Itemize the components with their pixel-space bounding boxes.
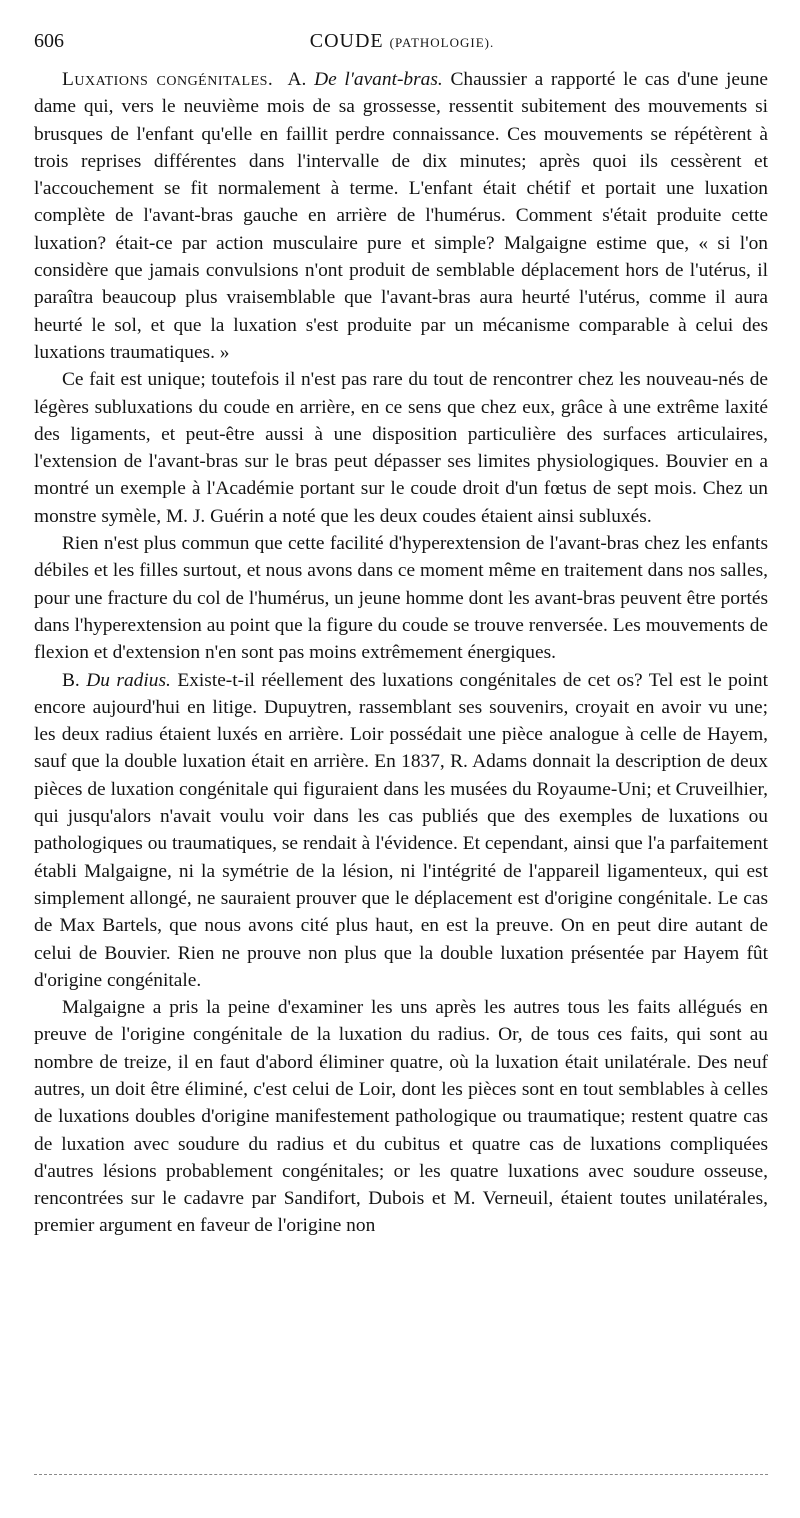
running-title [34, 30, 770, 53]
section-letter-b: B. [62, 669, 80, 691]
page-number: 606 [34, 30, 64, 52]
running-header [34, 30, 770, 60]
paragraph-2: Ce fait est unique; toutefois il n'est pas rare du tout de rencontrer chez les nouveau-nés de légères subluxations du coude en arrière, en ce sens que chez eux, grâce à une extrême laxité des ligaments, et peut-être aussi à une disposition particulière des surfaces articulaires, l'extension de l'avant-bras sur le bras peut dépasser ses limites physiologiques. Bouvier en a montré un exemple à l'Académie portant sur le coude droit d'un fœtus de sept mois. Chez un monstre symèle, M. J. Guérin a noté que les deux coudes étaient ainsi subluxés. [34, 369, 768, 527]
header-title: COUDE [309, 30, 384, 52]
paragraph-5: Malgaigne a pris la peine d'examiner les uns après les autres tous les faits allégués en preuve de l'origine congénitale de la luxation du radius. Or, de tous ces faits, qui sont au nombre de treize, il en faut d'abord éliminer quatre, où la luxation était unilatérale. Des neuf autres, un doit être éliminé, c'est celui de Loir, dont les pièces sont en tout semblables à celles de luxations doubles d'origine manifestement pathologique ou traumatique; restent quatre cas de luxation avec soudure du radius et du cubitus et quatre cas de luxations compliquées d'autres lésions probablement congénitales; or les quatre luxations avec soudure osseuse, rencontrées sur le cadavre par Sandifort, Dubois et M. Verneuil, étaient toutes unilatérales, premier argument en faveur de l'origine non [34, 997, 768, 1237]
paragraph-4-text: Existe-t-il réellement des luxations congénitales de cet os? Tel est le point encore aujourd'hui en litige. Dupuytren, rassemblant ses souvenirs, croyait en avoir vu une; les deux radius étaient luxés en arrière. Loir possédait une pièce analogue à celle de Hayem, sauf que la double luxation était en arrière. En 1837, R. Adams donnait la description de deux pièces de luxation congénitale qui figuraient dans les musées du Royaume-Uni; et Cruveilhier, qui jusqu'alors n'avait voulu voir dans les cas publiés que des exemples de luxations ou pathologiques ou traumatiques, se rendait à l'évidence. Et cependant, ainsi que l'a parfaitement établi Malgaigne, ni la symétrie de la lésion, ni l'intégrité de l'appareil ligamenteux, qui est simplement allongé, ne sauraient prouver que le déplacement est d'origine congénitale. Le cas de Max Bartels, que nous avons cité plus haut, en est la preuve. On en peut dire autant de celui de Bouvier. Rien ne prouve non plus que la double luxation présentée par Hayem fût d'origine congénitale. [34, 669, 769, 991]
section-heading: Luxations congénitales. [62, 69, 274, 90]
body-text [34, 66, 768, 1240]
section-letter-a: A. [287, 69, 307, 90]
footer-rule [34, 1474, 768, 1475]
paragraph-4 [34, 667, 768, 995]
paragraph-1-text: Chaussier a rapporté le cas d'une jeune dame qui, vers le neuvième mois de sa grossesse, ressentit subitement des mouvements si brusques de l'enfant qu'elle en faillit perdre connaissance. Ces mouvements se répétèrent à trois reprises différentes dans l'intervalle de dix minutes; après quoi ils cessèrent et l'accouchement se fit normalement à terme. L'enfant était chétif et portait une luxation complète de l'avant-bras gauche en arrière de l'humérus. Comment s'était produite cette luxation? était-ce par action musculaire pure et simple? Malgaigne estime que, « si l'on considère que jamais convulsions n'ont produit de semblable déplacement hors de l'utérus, il paraîtra beaucoup plus vraisemblable que l'avant-bras aura heurté l'utérus, comme il aura heurté le sol, et que la luxation s'est produite par un mécanisme comparable à celui des luxations traumatiques. » [34, 69, 769, 363]
paragraph-3: Rien n'est plus commun que cette facilité d'hyperextension de l'avant-bras chez les enfants débiles et les filles surtout, et nous avons dans ce moment même en traitement dans nos salles, pour une fracture du col de l'humérus, un jeune homme dont les avant-bras peuvent être portés dans l'hyperextension au point que la figure du coude se trouve renversée. Les mouvements de flexion et d'extension n'en sont pas moins extrêmement énergiques. [34, 533, 768, 664]
section-title-a: De l'avant-bras. [314, 69, 443, 90]
section-title-b: Du radius. [86, 669, 171, 691]
header-subtitle: (PATHOLOGIE). [389, 35, 495, 50]
paragraph-1 [34, 66, 768, 366]
